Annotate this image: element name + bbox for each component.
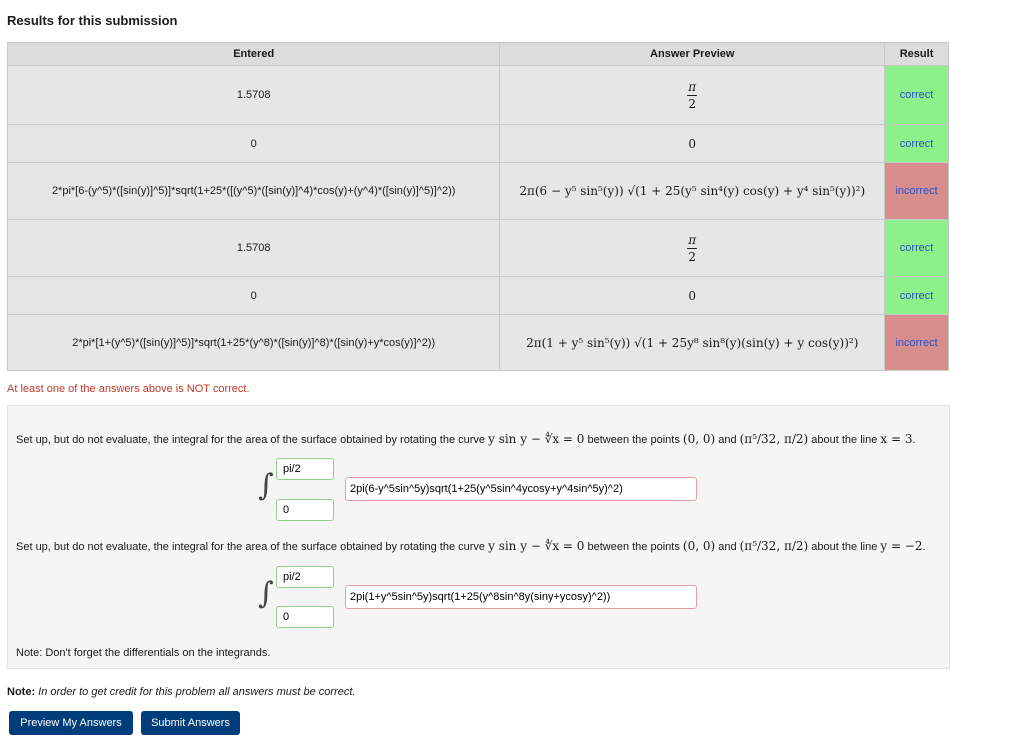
result-cell: correct	[885, 220, 949, 277]
entered-cell: 0	[8, 277, 500, 315]
table-row	[8, 220, 949, 277]
result-cell: incorrect	[885, 163, 949, 220]
preview-cell: 0	[500, 125, 885, 163]
preview-cell	[500, 220, 885, 277]
credit-note: Note: In order to get credit for this problem all answers must be correct.	[7, 686, 356, 698]
result-cell: correct	[885, 66, 949, 125]
entered-cell: 2*pi*[6-(y^5)*([sin(y)]^5)]*sqrt(1+25*([(y^5)*([sin(y)]^4)*cos(y)+(y^4)*([sin(y)]^5)]^2))	[8, 163, 500, 220]
preview-fraction: $\frac{\pi}{2}$	[688, 232, 697, 264]
results-heading: Results for this submission	[7, 13, 178, 28]
results-table	[7, 42, 949, 371]
entered-cell: 1.5708	[8, 66, 500, 125]
preview-fraction: $\frac{\pi}{2}$	[688, 79, 697, 111]
integral-sign-icon: ∫	[258, 576, 274, 611]
preview-cell: 2π(6 − y⁵ sin⁵(y)) √(1 + 25(y⁵ sin⁴(y) cos(y) + y⁴ sin⁵(y))²)	[500, 163, 885, 220]
result-cell: incorrect	[885, 315, 949, 371]
col-entered-header: Entered	[8, 43, 500, 66]
q2-integrand-input[interactable]	[345, 585, 697, 609]
table-row	[8, 125, 949, 163]
integral-sign-icon: ∫	[258, 468, 274, 503]
entered-cell: 2*pi*[1+(y^5)*([sin(y)]^5)]*sqrt(1+25*(y^8)*([sin(y)]^8)*([sin(y)+y*cos(y)]^2))	[8, 315, 500, 371]
differentials-note: Note: Don't forget the differentials on the integrands.	[16, 647, 271, 659]
table-row	[8, 163, 949, 220]
preview-cell: 0	[500, 277, 885, 315]
preview-cell: 2π(1 + y⁵ sin⁵(y)) √(1 + 25y⁸ sin⁸(y)(sin(y) + y cos(y))²)	[500, 315, 885, 371]
question-2-text: Set up, but do not evaluate, the integral for the area of the surface obtained by rotating the curve y sin y − ∜x = 0 between the points (0, 0) and (π⁵/32, π/2) about the line y = −2.	[16, 539, 926, 553]
q2-upper-limit-input[interactable]	[276, 566, 334, 588]
result-cell: correct	[885, 277, 949, 315]
table-row	[8, 66, 949, 125]
preview-cell	[500, 66, 885, 125]
results-header-row	[8, 43, 949, 66]
col-result-header: Result	[885, 43, 949, 66]
problem-panel	[7, 405, 950, 669]
entered-cell: 1.5708	[8, 220, 500, 277]
entered-cell: 0	[8, 125, 500, 163]
q2-lower-limit-input[interactable]	[276, 606, 334, 628]
incorrect-warning: At least one of the answers above is NOT correct.	[7, 383, 250, 395]
q1-integrand-input[interactable]	[345, 477, 697, 501]
submit-answers-button[interactable]: Submit Answers	[141, 711, 240, 735]
q1-lower-limit-input[interactable]	[276, 499, 334, 521]
result-cell: correct	[885, 125, 949, 163]
table-row	[8, 315, 949, 371]
table-row	[8, 277, 949, 315]
col-preview-header: Answer Preview	[500, 43, 885, 66]
question-1-text: Set up, but do not evaluate, the integral for the area of the surface obtained by rotating the curve y sin y − ∜x = 0 between the points (0, 0) and (π⁵/32, π/2) about the line x = 3.	[16, 432, 916, 446]
preview-answers-button[interactable]: Preview My Answers	[9, 711, 133, 735]
q1-upper-limit-input[interactable]	[276, 458, 334, 480]
